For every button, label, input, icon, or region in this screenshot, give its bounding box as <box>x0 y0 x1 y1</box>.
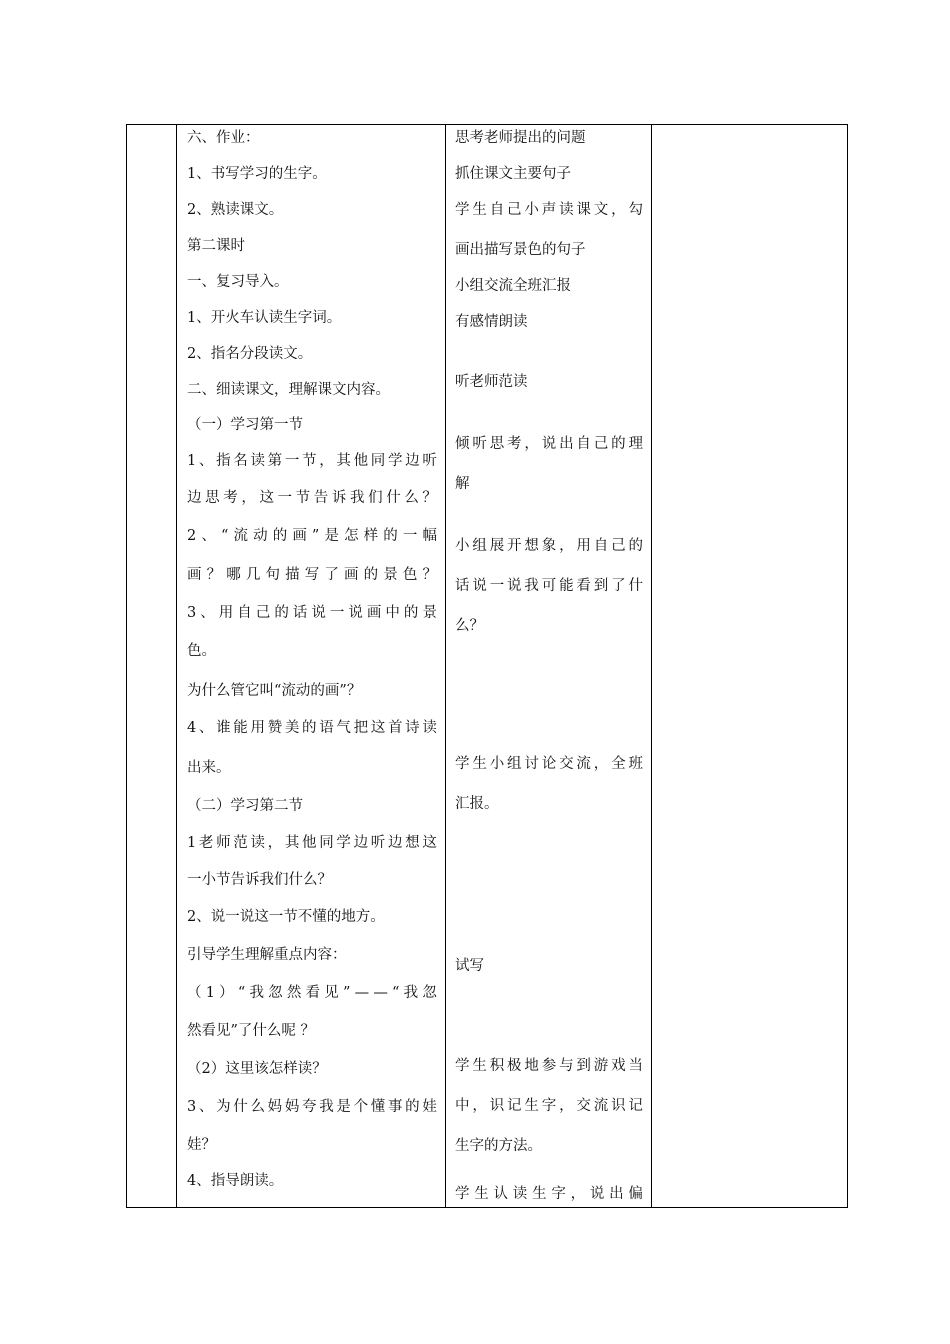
text-line: 小 组 展 开 想 象 ， 用 自 己 的 <box>455 538 643 554</box>
lesson-plan-table <box>126 124 848 1208</box>
text-line: 小组交流全班汇报 <box>455 278 571 294</box>
text-line: 色。 <box>187 643 216 659</box>
text-line: 娃？ <box>187 1137 216 1153</box>
text-line: 2、说一说这一节不懂的地方。 <box>187 909 385 925</box>
text-line: 生字的方法。 <box>455 1138 542 1154</box>
text-line: 试写 <box>455 958 484 974</box>
text-line: 4、指导朗读。 <box>187 1173 284 1189</box>
text-line: 出来。 <box>187 760 231 776</box>
column-divider <box>176 125 177 1207</box>
text-line: 中 ， 识 记 生 字 ， 交 流 识 记 <box>455 1098 643 1114</box>
text-line: （二）学习第二节 <box>187 798 303 814</box>
text-line: 画 ？ 哪 几 句 描 写 了 画 的 景 色 ？ <box>187 567 437 583</box>
column-divider <box>445 125 446 1207</box>
text-line: 2、指名分段读文。 <box>187 346 313 362</box>
text-line: 么？ <box>455 618 484 634</box>
text-line: 第二课时 <box>187 238 245 254</box>
text-line: 2 、 “ 流 动 的 画 ” 是 怎 样 的 一 幅 <box>187 528 437 544</box>
text-line: 一、复习导入。 <box>187 274 289 290</box>
text-line: 画出描写景色的句子 <box>455 242 586 258</box>
text-line: 话 说 一 说 我 可 能 看 到 了 什 <box>455 578 643 594</box>
text-line: 为什么管它叫“流动的画”？ <box>187 683 362 699</box>
text-line: 二、细读课文，理解课文内容。 <box>187 382 390 398</box>
text-line: 1、书写学习的生字。 <box>187 166 327 182</box>
text-line: 1 、 指 名 读 第 一 节 ， 其 他 同 学 边 听 <box>187 453 437 469</box>
text-line: 学 生 小 组 讨 论 交 流 ， 全 班 <box>455 756 643 772</box>
text-line: 思考老师提出的问题 <box>455 130 586 146</box>
text-line: （ 1 ） “ 我 忽 然 看 见 ” — — “ 我 忽 <box>187 985 437 1001</box>
column-divider <box>651 125 652 1207</box>
text-line: 有感情朗读 <box>455 314 528 330</box>
text-line: （2）这里该怎样读？ <box>187 1061 327 1077</box>
text-line: 引导学生理解重点内容： <box>187 947 347 963</box>
text-line: 1、开火车认读生字词。 <box>187 310 342 326</box>
text-line: 学 生 积 极 地 参 与 到 游 戏 当 <box>455 1058 643 1074</box>
text-line: 学 生 认 读 生 字 ， 说 出 偏 <box>455 1186 643 1202</box>
text-line: 倾 听 思 考 ， 说 出 自 己 的 理 <box>455 436 643 452</box>
text-line: 2、熟读课文。 <box>187 202 284 218</box>
text-line: 学 生 自 己 小 声 读 课 文 ， 勾 <box>455 202 643 218</box>
text-line: 3 、 用 自 己 的 话 说 一 说 画 中 的 景 <box>187 605 437 621</box>
text-line: 解 <box>455 476 470 492</box>
text-line: 抓住课文主要句子 <box>455 166 571 182</box>
text-line: （一）学习第一节 <box>187 417 303 433</box>
text-line: 边 思 考 ， 这 一 节 告 诉 我 们 什 么 ？ <box>187 490 437 506</box>
text-line: 3 、 为 什 么 妈 妈 夸 我 是 个 懂 事 的 娃 <box>187 1099 437 1115</box>
text-line: 然看见”了什么呢 ？ <box>187 1023 316 1039</box>
text-line: 汇报。 <box>455 796 499 812</box>
text-line: 听老师范读 <box>455 374 528 390</box>
text-line: 一小节告诉我们什么？ <box>187 872 332 888</box>
text-line: 1 老 师 范 读 ， 其 他 同 学 边 听 边 想 这 <box>187 835 437 851</box>
text-line: 4 、 谁 能 用 赞 美 的 语 气 把 这 首 诗 读 <box>187 720 437 736</box>
text-line: 六、作业： <box>187 130 260 146</box>
